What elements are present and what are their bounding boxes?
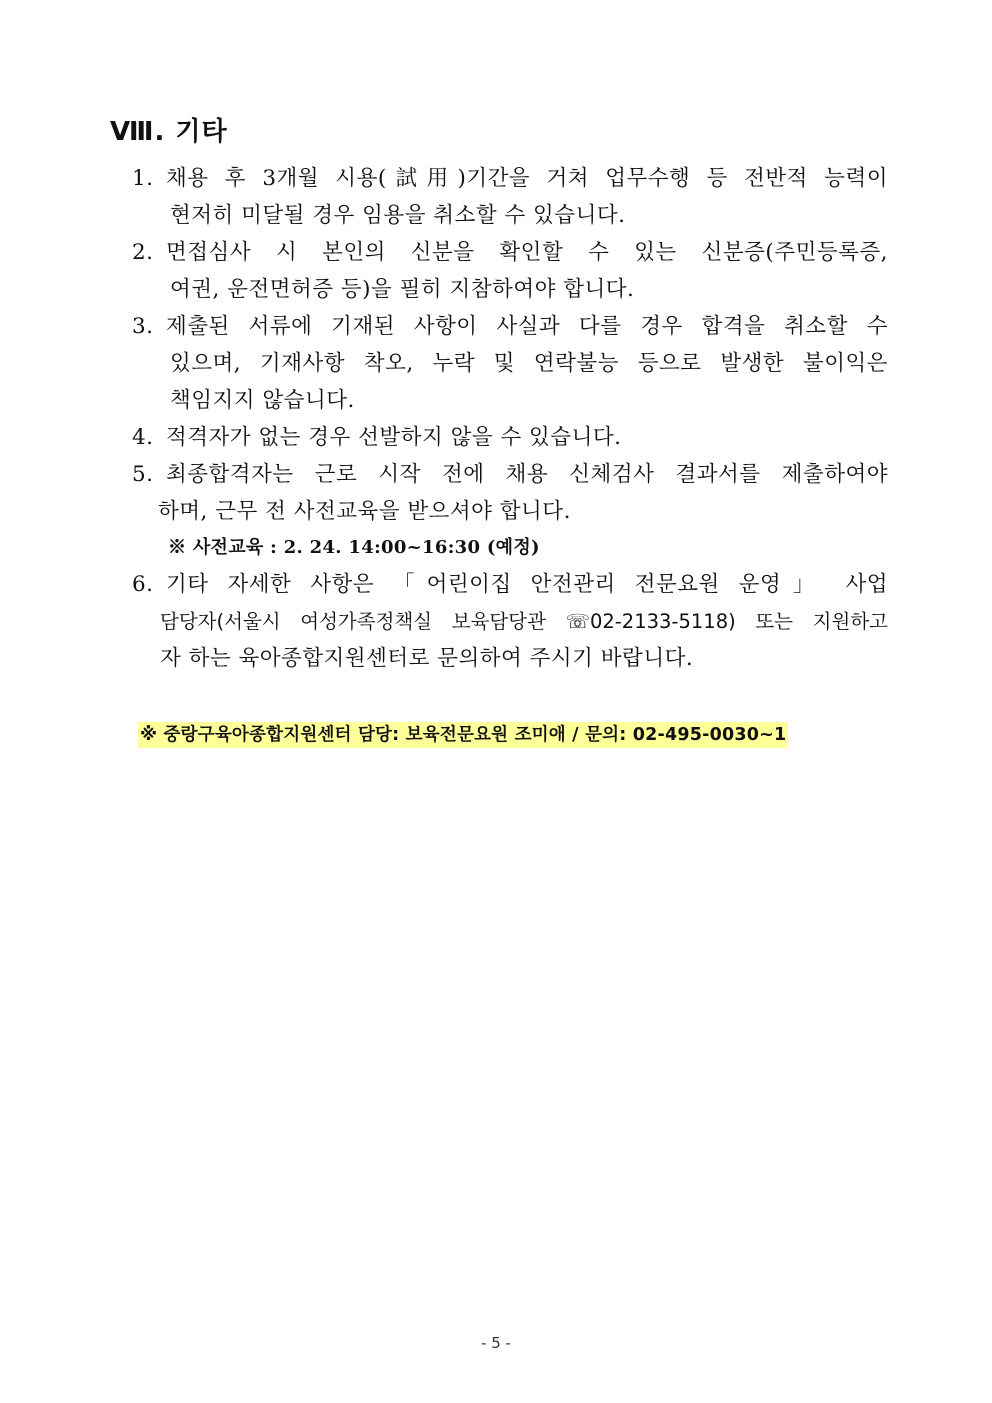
item-text-line: 면접심사 시 본인의 신분을 확인할 수 있는 신분증(주민등록증,	[166, 240, 888, 265]
list-item	[132, 308, 888, 419]
item-number: 4.	[132, 425, 154, 450]
list-item	[132, 456, 888, 566]
item-text-line: 있으며, 기재사항 착오, 누락 및 연락불능 등으로 발생한 불이익은	[170, 351, 888, 376]
item-number: 2.	[132, 240, 154, 265]
item-number: 3.	[132, 314, 154, 339]
notice-list	[132, 160, 888, 677]
contact-info-highlight: ※ 중랑구육아종합지원센터 담당: 보육전문요원 조미애 / 문의: 02-495-0030~1	[138, 722, 788, 748]
item-text-line: 기타 자세한 사항은 「어린이집 안전관리 전문요원 운영」 사업	[166, 572, 888, 597]
item-text-line: 자 하는 육아종합지원센터로 문의하여 주시기 바랍니다.	[160, 646, 694, 671]
item-text-line: 제출된 서류에 기재된 사항이 사실과 다를 경우 합격을 취소할 수	[166, 314, 888, 339]
item-text-line: 적격자가 없는 경우 선발하지 않을 수 있습니다.	[166, 425, 622, 450]
item-text-line: 책임지지 않습니다.	[170, 388, 355, 413]
list-item	[132, 419, 888, 456]
item-text-line: 담당자(서울시 여성가족정책실 보육담당관 ☏02-2133-5118) 또는 지원하고	[160, 610, 888, 633]
schedule-note: ※ 사전교육 : 2. 24. 14:00~16:30 (예정)	[168, 537, 540, 558]
list-item	[132, 160, 888, 234]
item-text-line: 하며, 근무 전 사전교육을 받으셔야 합니다.	[158, 499, 571, 524]
item-text-line: 여권, 운전면허증 등)을 필히 지참하여야 합니다.	[170, 277, 635, 302]
item-text-line: 현저히 미달될 경우 임용을 취소할 수 있습니다.	[170, 203, 626, 228]
item-text-line: 채용 후 3개월 시용(試用)기간을 거쳐 업무수행 등 전반적 능력이	[166, 166, 888, 191]
item-number: 1.	[132, 166, 154, 191]
section-heading: Ⅷ. 기타	[110, 117, 228, 147]
item-number: 6.	[132, 572, 154, 597]
page-number: - 5 -	[481, 1334, 511, 1352]
item-number: 5.	[132, 462, 154, 487]
list-item	[132, 234, 888, 308]
list-item	[132, 566, 888, 677]
item-text-line: 최종합격자는 근로 시작 전에 채용 신체검사 결과서를 제출하여야	[166, 462, 888, 487]
